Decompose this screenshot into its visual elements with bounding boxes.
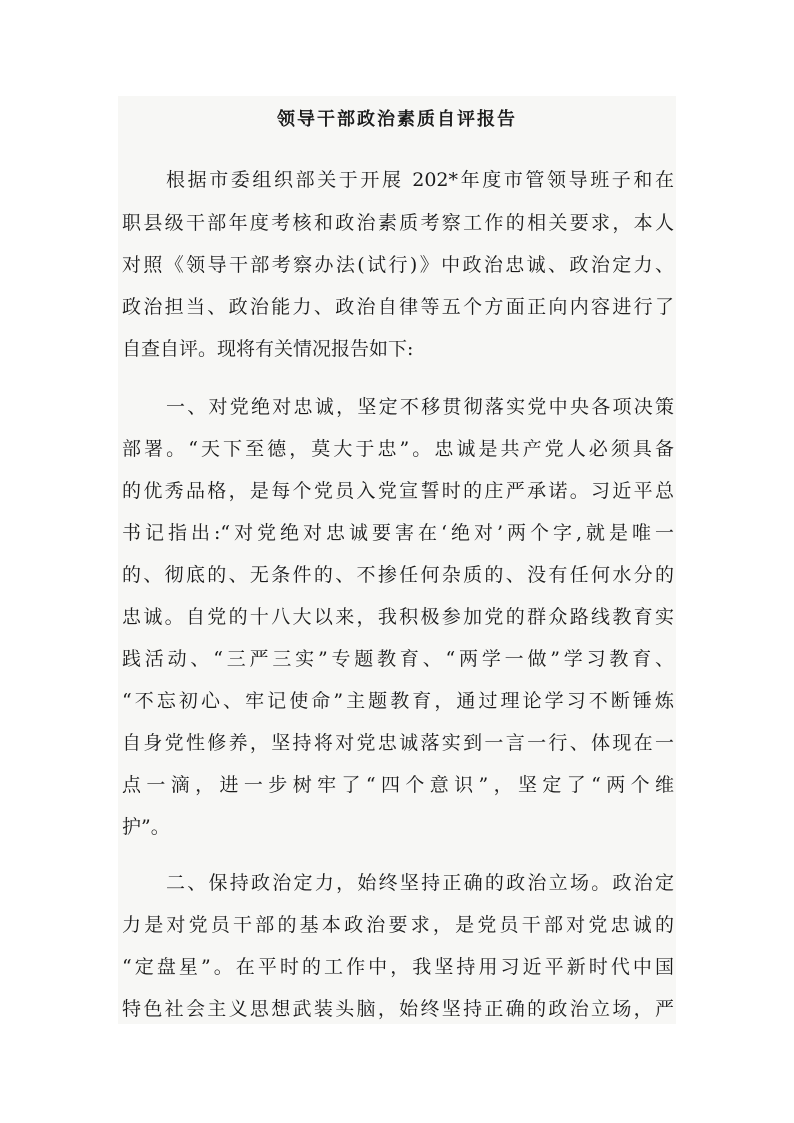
paragraph-2-line-10: 点一滴，进一步树牢了“四个意识”，坚定了“两个维	[122, 774, 674, 796]
document-title: 领导干部政治素质自评报告	[277, 109, 517, 130]
paragraph-2-line-4: 书记指出:“对党绝对忠诚要害在‘绝对’两个字,就是唯一	[122, 522, 674, 544]
paragraph-1-line-2: 职县级干部年度考核和政治素质考察工作的相关要求，本人	[122, 212, 674, 234]
paragraph-1-line-3: 对照《领导干部考察办法(试行)》中政治忠诚、政治定力、	[122, 254, 674, 276]
paragraph-2-line-3: 的优秀品格，是每个党员入党宣誓时的庄严承诺。习近平总	[122, 480, 674, 502]
paragraph-2-line-6: 忠诚。自党的十八大以来，我积极参加党的群众路线教育实	[122, 606, 674, 628]
paragraph-1-line-4: 政治担当、政治能力、政治自律等五个方面正向内容进行了	[122, 296, 674, 318]
paragraph-3-line-4: 特色社会主义思想武装头脑，始终坚持正确的政治立场，严	[122, 998, 674, 1020]
paragraph-2-line-2: 部署。“天下至德，莫大于忠”。忠诚是共产党人必须具备	[122, 438, 674, 460]
paragraph-1-line-1: 根据市委组织部关于开展 202*年度市管领导班子和在	[166, 169, 674, 191]
paragraph-3-line-2: 力是对党员干部的基本政治要求，是党员干部对党忠诚的	[122, 914, 674, 936]
paragraph-2-line-8: “不忘初心、牢记使命”主题教育，通过理论学习不断锤炼	[122, 690, 674, 712]
paragraph-2-line-5: 的、彻底的、无条件的、不掺任何杂质的、没有任何水分的	[122, 564, 674, 586]
paragraph-3-line-1: 二、保持政治定力，始终坚持正确的政治立场。政治定	[166, 872, 674, 894]
paragraph-3-line-3: “定盘星”。在平时的工作中，我坚持用习近平新时代中国	[122, 956, 674, 978]
paragraph-2-line-7: 践活动、“三严三实”专题教育、“两学一做”学习教育、	[122, 648, 674, 670]
paragraph-1-line-5: 自查自评。现将有关情况报告如下:	[122, 338, 414, 360]
paragraph-2-line-11: 护”。	[122, 816, 170, 838]
paragraph-2-line-9: 自身党性修养，坚持将对党忠诚落实到一言一行、体现在一	[122, 732, 674, 754]
paragraph-2-line-1: 一、对党绝对忠诚，坚定不移贯彻落实党中央各项决策	[166, 396, 674, 418]
